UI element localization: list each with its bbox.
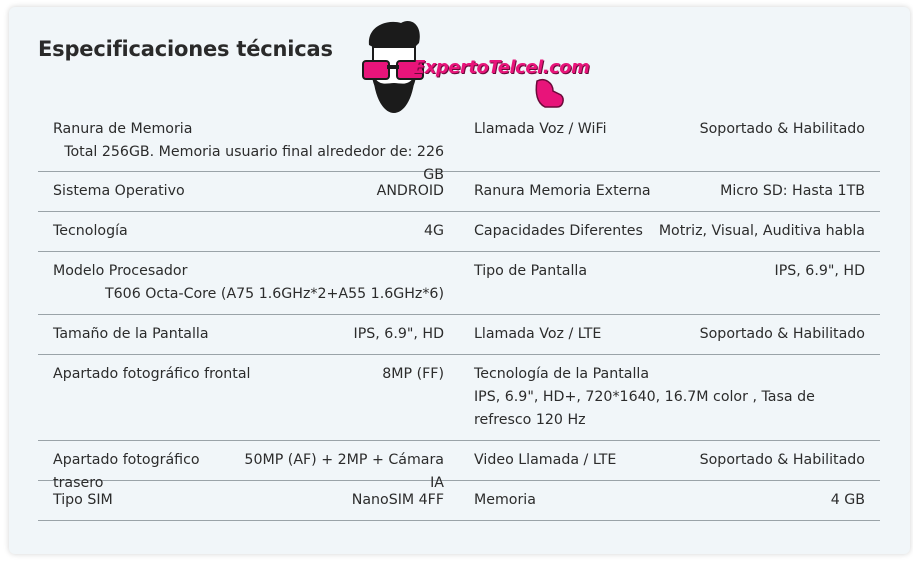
spec-value: NanoSIM 4FF <box>351 492 444 508</box>
spec-row <box>38 441 459 491</box>
spec-row <box>38 252 459 315</box>
spec-label: Tipo SIM <box>53 492 113 508</box>
spec-value: Soportado & Habilitado <box>699 326 865 342</box>
spec-value: Soportado & Habilitado <box>699 452 865 468</box>
spec-label: Llamada Voz / WiFi <box>474 121 607 137</box>
spec-row <box>459 481 880 521</box>
spec-row <box>38 355 459 441</box>
spec-label: Video Llamada / LTE <box>474 452 617 468</box>
section-title: Especificaciones técnicas <box>38 37 333 61</box>
spec-value: IPS, 6.9", HD+, 720*1640, 16.7M color , Tasa de refresco 120 Hz <box>474 389 815 428</box>
spec-label: Capacidades Diferentes <box>474 223 643 239</box>
spec-value: 4G <box>423 223 444 239</box>
spec-value: 4 GB <box>830 492 865 508</box>
spec-row <box>459 212 880 252</box>
specs-left-column <box>38 110 459 521</box>
spec-row <box>459 252 880 315</box>
spec-label: Ranura Memoria Externa <box>474 183 651 199</box>
specs-card <box>9 7 910 554</box>
spec-label: Llamada Voz / LTE <box>474 326 602 342</box>
spec-value: Micro SD: Hasta 1TB <box>720 183 865 199</box>
spec-row <box>459 315 880 355</box>
spec-value: IPS, 6.9", HD <box>353 326 444 342</box>
spec-row <box>459 110 880 172</box>
spec-label: Tipo de Pantalla <box>474 263 588 279</box>
spec-row <box>38 172 459 212</box>
spec-value: Motriz, Visual, Auditiva habla <box>658 223 865 239</box>
spec-label: Tecnología <box>53 223 128 239</box>
spec-value: T606 Octa-Core (A75 1.6GHz*2+A55 1.6GHz*6) <box>104 286 444 302</box>
spec-label: Apartado fotográfico trasero <box>53 452 200 491</box>
spec-value: IPS, 6.9", HD <box>774 263 865 279</box>
spec-label: Tamaño de la Pantalla <box>53 326 209 342</box>
spec-row <box>459 441 880 481</box>
spec-label: Apartado fotográfico frontal <box>53 366 251 382</box>
spec-value: ANDROID <box>376 183 444 199</box>
spec-label: Memoria <box>474 492 536 508</box>
spec-row <box>459 355 880 441</box>
spec-label: Tecnología de la Pantalla <box>474 366 650 382</box>
spec-value: 8MP (FF) <box>382 366 444 382</box>
spec-value: 50MP (AF) + 2MP + Cámara IA <box>244 452 444 491</box>
spec-value: Soportado & Habilitado <box>699 121 865 137</box>
spec-row <box>38 110 459 183</box>
spec-value: Total 256GB. Memoria usuario final alrededor de: 226 GB <box>64 144 444 183</box>
spec-row <box>459 172 880 212</box>
spec-label: Modelo Procesador <box>53 263 188 279</box>
spec-row <box>38 315 459 355</box>
specs-right-column <box>459 110 880 521</box>
logo-text: ExpertoTelcel.com <box>413 57 590 78</box>
spec-row <box>38 212 459 252</box>
spec-label: Ranura de Memoria <box>53 121 193 137</box>
spec-label: Sistema Operativo <box>53 183 185 199</box>
